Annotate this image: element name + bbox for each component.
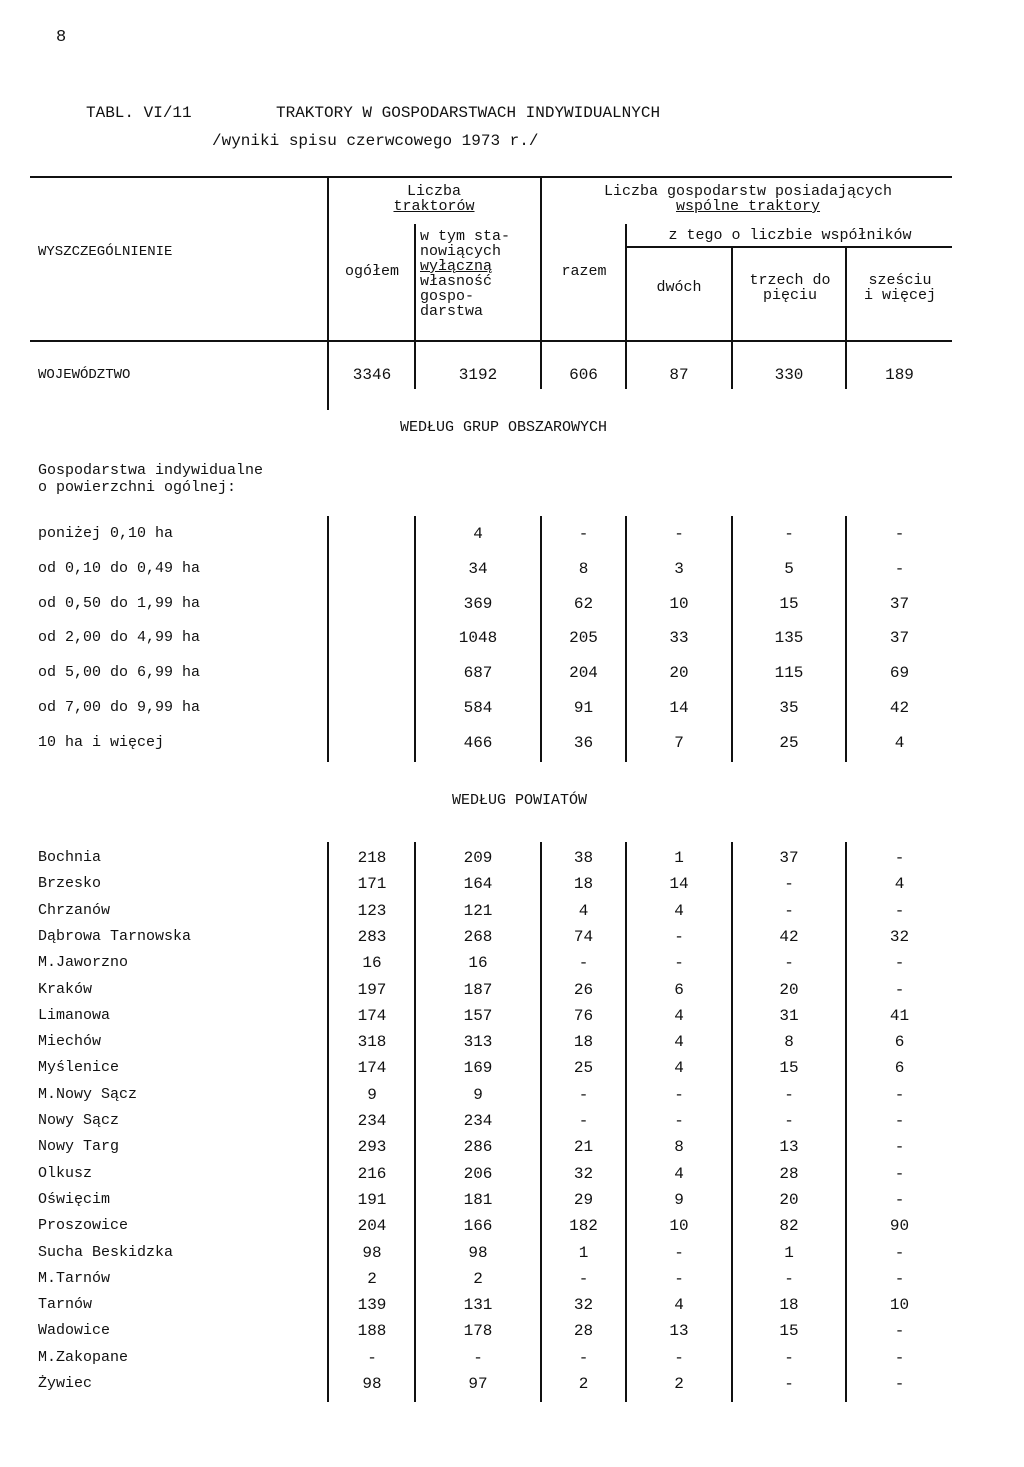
table-subtitle: /wyniki spisu czerwcowego 1973 r./ [212, 132, 539, 150]
table-code: TABL. VI/11 [86, 104, 192, 122]
table-cell: 16 [468, 954, 488, 973]
table-cell: 37 [889, 629, 910, 648]
table-cell: 115 [774, 664, 804, 683]
table-cell: 37 [889, 594, 910, 613]
table-cell: 4 [578, 901, 589, 920]
table-cell: 204 [569, 664, 598, 683]
table-cell: 8 [578, 559, 589, 578]
county-row-label: Dąbrowa Tarnowska [38, 927, 192, 945]
table-cell: 42 [889, 699, 910, 717]
table-cell: 35 [779, 699, 799, 717]
owners-group-header: z tego o liczbie współników [668, 227, 912, 244]
table-cell: - [894, 1138, 905, 1157]
table-cell: 9 [367, 1085, 377, 1104]
table-cell: 20 [779, 980, 799, 999]
county-row-label: Olkusz [38, 1164, 93, 1182]
county-row-label: Proszowice [38, 1217, 129, 1235]
table-cell: 171 [357, 875, 387, 894]
table-cell: 37 [779, 849, 799, 867]
table-cell: 121 [463, 901, 493, 920]
column-divider [327, 842, 329, 1402]
table-cell: 4 [674, 901, 684, 920]
table-cell: 4 [894, 733, 905, 752]
table-cell: 9 [473, 1085, 483, 1104]
table-cell: 20 [779, 1190, 799, 1209]
table-cell: 286 [463, 1138, 493, 1157]
table-cell: 38 [573, 849, 594, 867]
table-cell: - [784, 1375, 794, 1393]
table-cell: - [894, 1085, 905, 1104]
table-cell: 206 [463, 1164, 493, 1183]
table-cell: 18 [573, 875, 594, 894]
table-cell: - [674, 927, 684, 946]
county-row-label: Żywiec [38, 1375, 93, 1392]
farms-group-header: Liczba gospodarstw posiadających wspólne traktory [603, 183, 893, 215]
voivodeship-owned: 3192 [458, 366, 498, 384]
table-cell: 4 [894, 875, 905, 894]
table-cell: 28 [779, 1164, 799, 1183]
table-cell: 182 [569, 1217, 598, 1236]
table-cell: - [473, 1348, 483, 1367]
table-cell: - [578, 1112, 589, 1130]
table-cell: 2 [367, 1269, 377, 1288]
table-cell: - [894, 1348, 905, 1367]
table-cell: 216 [357, 1164, 387, 1183]
table-cell: 31 [779, 1006, 799, 1025]
table-cell: 91 [573, 699, 594, 717]
page-number: 8 [56, 28, 67, 47]
table-cell: 204 [357, 1217, 387, 1236]
table-cell: 20 [669, 664, 689, 683]
table-cell: - [674, 1112, 684, 1130]
table-cell: 2 [674, 1375, 684, 1393]
tractors-group-header: Liczba traktorów [393, 183, 475, 215]
table-cell: 1 [578, 1243, 589, 1262]
county-row-label: Sucha Beskidzka [38, 1243, 174, 1261]
area-intro: Gospodarstwa indywidualne o powierzchni ogólnej: [38, 462, 264, 496]
table-cell: 69 [889, 664, 910, 683]
table-cell: 209 [463, 849, 493, 867]
table-cell: 25 [573, 1059, 594, 1078]
table-cell: 8 [674, 1138, 684, 1157]
table-cell: 1 [784, 1243, 794, 1262]
table-cell: - [894, 901, 905, 920]
table-cell: 32 [889, 927, 910, 946]
table-cell: 466 [463, 733, 493, 752]
table-cell: 6 [894, 1033, 905, 1052]
table-cell: - [578, 954, 589, 973]
table-cell: - [674, 1243, 684, 1262]
table-cell: 29 [573, 1190, 594, 1209]
table-cell: 2 [578, 1375, 589, 1393]
table-cell: 188 [357, 1322, 387, 1341]
header-divider [625, 224, 627, 389]
header-divider [414, 224, 416, 389]
table-cell: 1 [674, 849, 684, 867]
table-cell: 4 [674, 1164, 684, 1183]
area-row-label: 10 ha i więcej [38, 733, 165, 751]
voivodeship-razem: 606 [569, 366, 598, 384]
county-row-label: Kraków [38, 980, 93, 998]
table-cell: - [784, 875, 794, 894]
table-cell: 313 [463, 1033, 493, 1052]
table-cell: 218 [357, 849, 387, 867]
table-cell: - [784, 1112, 794, 1130]
column-divider [327, 516, 329, 762]
header-top-rule [30, 176, 952, 178]
table-cell: 62 [573, 594, 594, 613]
table-cell: 191 [357, 1190, 387, 1209]
table-cell: - [894, 1164, 905, 1183]
col-owned-header: w tym sta- nowiących wyłączną własność gospo- darstwa [420, 228, 511, 320]
table-cell: 197 [357, 980, 387, 999]
table-cell: - [367, 1348, 377, 1367]
table-cell: 181 [463, 1190, 493, 1209]
table-cell: 123 [357, 901, 387, 920]
table-cell: 36 [573, 733, 594, 752]
table-cell: - [674, 1085, 684, 1104]
table-title: TRAKTORY W GOSPODARSTWACH INDYWIDUALNYCH [276, 104, 661, 122]
table-cell: 6 [674, 980, 684, 999]
table-cell: 2 [473, 1269, 483, 1288]
table-cell: 41 [889, 1006, 910, 1025]
table-cell: 14 [669, 699, 689, 717]
table-cell: 74 [573, 927, 594, 946]
table-cell: - [894, 1112, 905, 1130]
table-cell: 10 [669, 594, 689, 613]
county-row-label: M.Jaworzno [38, 954, 129, 972]
county-row-label: Miechów [38, 1033, 102, 1051]
table-cell: - [674, 1269, 684, 1288]
table-cell: - [674, 954, 684, 973]
table-cell: 15 [779, 594, 799, 613]
county-row-label: Limanowa [38, 1006, 111, 1024]
table-cell: - [894, 525, 905, 543]
table-cell: 90 [889, 1217, 910, 1236]
table-cell: - [784, 954, 794, 973]
table-cell: 28 [573, 1322, 594, 1341]
table-cell: - [894, 849, 905, 867]
table-cell: - [894, 954, 905, 973]
col-total-header: ogółem [344, 263, 399, 280]
table-cell: - [674, 525, 684, 543]
table-cell: - [784, 1348, 794, 1367]
area-row-label: poniżej 0,10 ha [38, 525, 174, 542]
table-cell: 18 [573, 1033, 594, 1052]
table-cell: 5 [784, 559, 794, 578]
voivodeship-total: 3346 [352, 366, 392, 384]
table-cell: - [578, 1269, 589, 1288]
county-row-label: Chrzanów [38, 901, 111, 919]
county-row-label: M.Zakopane [38, 1348, 129, 1366]
table-cell: 82 [779, 1217, 799, 1236]
table-cell: 131 [463, 1296, 493, 1315]
table-cell: 318 [357, 1033, 387, 1052]
voivodeship-three-five: 330 [774, 366, 804, 384]
table-cell: 10 [669, 1217, 689, 1236]
header-bottom-rule [30, 340, 952, 342]
table-cell: - [674, 1348, 684, 1367]
table-cell: 687 [463, 664, 493, 683]
table-cell: 8 [784, 1033, 794, 1052]
table-cell: 42 [779, 927, 799, 946]
table-cell: 98 [362, 1375, 382, 1393]
table-cell: 174 [357, 1006, 387, 1025]
col-six-plus-header: sześciu i więcej [863, 272, 936, 304]
voivodeship-six-plus: 189 [885, 366, 914, 384]
table-cell: 14 [669, 875, 689, 894]
section-title-area: WEDŁUG GRUP OBSZAROWYCH [400, 419, 608, 436]
table-cell: - [784, 901, 794, 920]
table-cell: 32 [573, 1296, 594, 1315]
table-cell: 33 [669, 629, 689, 648]
area-row-label: od 5,00 do 6,99 ha [38, 664, 201, 682]
table-cell: - [894, 980, 905, 999]
table-cell: 26 [573, 980, 594, 999]
table-cell: - [578, 1348, 589, 1367]
table-cell: 4 [473, 525, 483, 543]
table-cell: 584 [463, 699, 493, 717]
table-cell: 369 [463, 594, 493, 613]
table-cell: - [894, 1190, 905, 1209]
table-cell: 15 [779, 1322, 799, 1341]
table-cell: - [784, 1085, 794, 1104]
table-cell: - [894, 1322, 905, 1341]
voivodeship-label: WOJEWÓDZTWO [38, 367, 131, 383]
area-row-label: od 7,00 do 9,99 ha [38, 699, 201, 716]
county-row-label: Myślenice [38, 1059, 120, 1077]
col-razem-header: razem [561, 263, 607, 280]
table-cell: 166 [463, 1217, 493, 1236]
table-cell: - [784, 525, 794, 543]
header-divider [540, 178, 542, 389]
table-cell: 98 [468, 1243, 488, 1262]
table-cell: 157 [463, 1006, 493, 1025]
county-row-label: Oświęcim [38, 1190, 111, 1208]
table-cell: 1048 [458, 629, 498, 648]
table-cell: 4 [674, 1033, 684, 1052]
table-cell: - [894, 559, 905, 578]
stub-header: WYSZCZEGÓLNIENIE [38, 244, 173, 260]
table-cell: - [784, 1269, 794, 1288]
table-cell: 164 [463, 875, 493, 894]
table-cell: 169 [463, 1059, 493, 1078]
table-cell: - [894, 1269, 905, 1288]
table-cell: 174 [357, 1059, 387, 1078]
county-row-label: M.Tarnów [38, 1269, 111, 1287]
table-cell: 234 [357, 1112, 387, 1130]
county-row-label: Nowy Sącz [38, 1112, 120, 1129]
table-cell: 7 [674, 733, 684, 752]
table-cell: 97 [468, 1375, 488, 1393]
county-row-label: Bochnia [38, 849, 102, 866]
table-cell: 4 [674, 1296, 684, 1315]
owners-group-rule [625, 246, 952, 248]
table-cell: 34 [468, 559, 488, 578]
area-row-label: od 0,10 do 0,49 ha [38, 559, 201, 577]
table-cell: 268 [463, 927, 493, 946]
voivodeship-two: 87 [669, 366, 689, 384]
table-cell: 293 [357, 1138, 387, 1157]
table-cell: 13 [779, 1138, 799, 1157]
table-cell: 4 [674, 1006, 684, 1025]
table-cell: - [578, 1085, 589, 1104]
table-cell: 187 [463, 980, 493, 999]
table-cell: 6 [894, 1059, 905, 1078]
county-row-label: Wadowice [38, 1322, 111, 1340]
table-cell: 25 [779, 733, 799, 752]
table-cell: 98 [362, 1243, 382, 1262]
area-row-label: od 0,50 do 1,99 ha [38, 594, 201, 612]
county-row-label: Nowy Targ [38, 1138, 120, 1156]
col-three-five-header: trzech do pięciu [749, 272, 831, 304]
county-row-label: Tarnów [38, 1296, 93, 1314]
table-cell: 13 [669, 1322, 689, 1341]
table-cell: 3 [674, 559, 684, 578]
header-divider [327, 178, 329, 410]
table-cell: 139 [357, 1296, 387, 1315]
table-cell: 4 [674, 1059, 684, 1078]
table-cell: 135 [774, 629, 804, 648]
county-row-label: Brzesko [38, 875, 102, 893]
section-title-county: WEDŁUG POWIATÓW [452, 792, 588, 809]
table-cell: 234 [463, 1112, 493, 1130]
col-two-header: dwóch [656, 279, 702, 296]
table-cell: 10 [889, 1296, 910, 1315]
table-cell: 9 [674, 1190, 684, 1209]
table-cell: 15 [779, 1059, 799, 1078]
table-cell: - [578, 525, 589, 543]
table-cell: 16 [362, 954, 382, 973]
table-cell: 76 [573, 1006, 594, 1025]
table-cell: 32 [573, 1164, 594, 1183]
table-cell: - [894, 1243, 905, 1262]
table-cell: 283 [357, 927, 387, 946]
county-row-label: M.Nowy Sącz [38, 1085, 138, 1103]
area-row-label: od 2,00 do 4,99 ha [38, 629, 201, 647]
table-cell: - [894, 1375, 905, 1393]
table-cell: 21 [573, 1138, 594, 1157]
table-cell: 18 [779, 1296, 799, 1315]
table-cell: 178 [463, 1322, 493, 1341]
table-cell: 205 [569, 629, 598, 648]
